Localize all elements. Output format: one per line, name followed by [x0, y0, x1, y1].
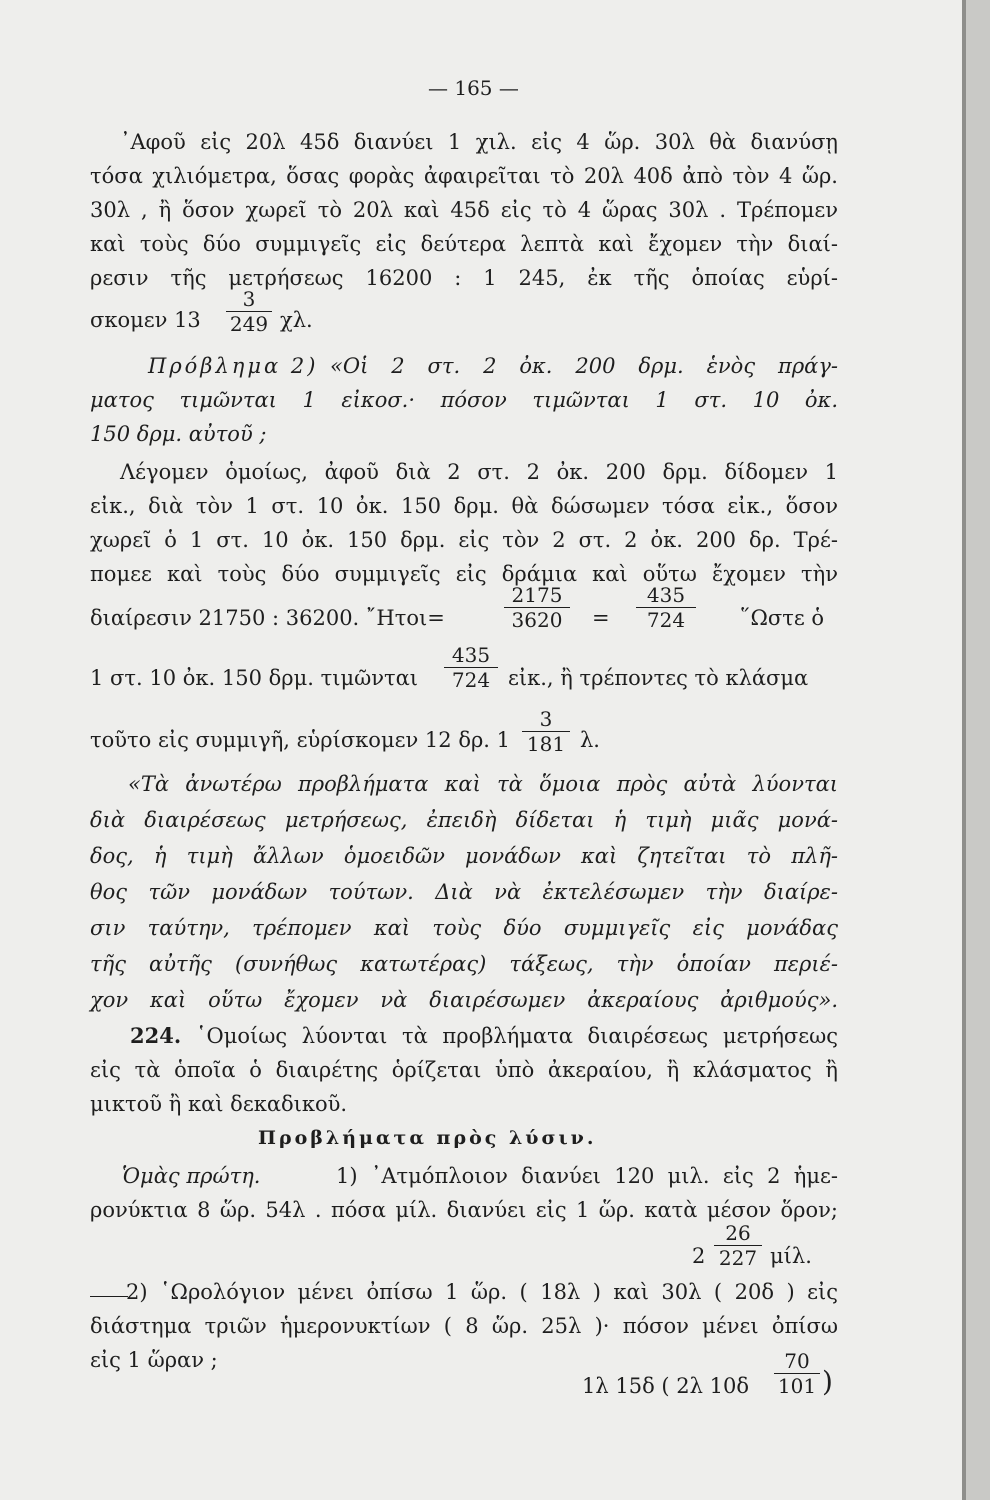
exercises-heading: Προβλήματα πρὸς λύσιν.	[258, 1127, 597, 1149]
text-line: Λέγομεν ὁμοίως, ἀφοῦ διὰ 2 στ. 2 ὀκ. 200 δρμ. δίδομεν 1	[120, 460, 838, 484]
numerator: 3	[539, 707, 553, 731]
text-line-suffix: εἰκ., ἢ τρέποντες τὸ κλάσμα	[508, 666, 809, 690]
problem-text: 150 δρμ. αὐτοῦ ;	[90, 422, 267, 446]
text-line-suffix: ῞Ωστε ὁ	[740, 606, 825, 630]
fraction	[504, 584, 570, 631]
answer-suffix: μίλ.	[770, 1244, 812, 1268]
numerator: 435	[451, 643, 491, 667]
section-text: εἰς τὰ ὁποῖα ὁ διαιρέτης ὁρίζεται ὑπὸ ἀκεραίου, ἢ κλάσματος ἢ	[90, 1058, 838, 1082]
numerator: 70	[784, 1349, 810, 1373]
denominator: 101	[777, 1374, 817, 1398]
text-line: τόσα χιλιόμετρα, ὅσας φορὰς ἀφαιρεῖται τὸ 20λ 40δ ἀπὸ τὸν 4 ὥρ.	[90, 164, 838, 188]
text-line-prefix: τοῦτο εἰς συμμιγῆ, εὑρίσκομεν 12 δρ. 1	[90, 728, 511, 752]
fraction	[522, 708, 570, 755]
denominator: 724	[646, 608, 686, 632]
rule-text-line: σιν ταύτην, τρέπομεν καὶ τοὺς δύο συμμιγεῖς εἰς μονάδας	[90, 916, 838, 940]
text-line: ρεσιν τῆς μετρήσεως 16200 : 1 245, ἐκ τῆς ὁποίας εὑρί-	[90, 266, 838, 290]
text-line: 30λ , ἢ ὅσον χωρεῖ τὸ 20λ καὶ 45δ εἰς τὸ 4 ὥρας 30λ . Τρέπομεν	[90, 198, 838, 222]
rule-text-line: διὰ διαιρέσεως μετρήσεως, ἐπειδὴ δίδεται ἡ τιμὴ μιᾶς μονά-	[90, 808, 838, 832]
section-text: μικτοῦ ἢ καὶ δεκαδικοῦ.	[90, 1092, 348, 1116]
exercise-text: 2) ῾Ωρολόγιον μένει ὀπίσω 1 ὥρ. ( 18λ ) καὶ 30λ ( 20δ ) εἰς	[126, 1280, 838, 1304]
text-line-suffix: χλ.	[280, 308, 313, 332]
page-number: — 165 —	[428, 76, 519, 100]
group-label: Ὁμὰς πρώτη.	[122, 1164, 261, 1188]
text-line: καὶ τοὺς δύο συμμιγεῖς εἰς δεύτερα λεπτὰ καὶ ἔχομεν τὴν διαί-	[90, 232, 838, 256]
denominator: 181	[526, 732, 566, 756]
section-number: 224.	[130, 1023, 182, 1048]
numerator: 3	[242, 287, 256, 311]
exercise-text: ρονύκτια 8 ὥρ. 54λ . πόσα μίλ. διανύει εἰς 1 ὥρ. κατὰ μέσον ὅρον;	[90, 1198, 838, 1222]
text-line: πομεε καὶ τοὺς δύο συμμιγεῖς εἰς δράμια καὶ οὕτω ἔχομεν τὴν	[90, 562, 838, 586]
fraction	[226, 288, 272, 335]
exercise-text: διάστημα τριῶν ἡμερονυκτίων ( 8 ὥρ. 25λ )· πόσον μένει ὀπίσω	[90, 1314, 838, 1338]
text-line-suffix: λ.	[580, 728, 600, 752]
exercise-text: 1) ᾿Ατμόπλοιον διανύει 120 μιλ. εἰς 2 ἡμε-	[336, 1164, 838, 1188]
fraction	[714, 1222, 762, 1269]
fraction	[444, 644, 498, 691]
problem-text: ματος τιμῶνται 1 εἰκοσ.· πόσον τιμῶνται 1 στ. 10 ὀκ.	[90, 388, 838, 412]
fraction	[774, 1350, 820, 1397]
denominator: 249	[229, 312, 269, 336]
denominator: 227	[718, 1246, 758, 1270]
text-line: ᾿Αφοῦ εἰς 20λ 45δ διανύει 1 χιλ. εἰς 4 ὥρ. 30λ θὰ διανύσῃ	[120, 130, 838, 154]
rule-text-line: θος τῶν μονάδων τούτων. Διὰ νὰ ἐκτελέσωμεν τὴν διαίρε-	[90, 880, 838, 904]
rule-text-line: δος, ἡ τιμὴ ἄλλων ὁμοειδῶν μονάδων καὶ ζητεῖται τὸ πλῆ-	[90, 844, 838, 868]
numerator: 2175	[511, 583, 563, 607]
denominator: 724	[451, 668, 491, 692]
numerator: 26	[725, 1221, 751, 1245]
margin-mark	[90, 1296, 128, 1297]
fraction	[636, 584, 696, 631]
denominator: 3620	[511, 608, 563, 632]
section-text: ῾Ομοίως λύονται τὰ προβλήματα διαιρέσεως μετρήσεως	[196, 1024, 838, 1048]
exercise-text: εἰς 1 ὥραν ;	[90, 1348, 218, 1372]
text-line: εἰκ., διὰ τὸν 1 στ. 10 ὀκ. 150 δρμ. θὰ δώσωμεν τόσα εἰκ., ὅσον	[90, 494, 838, 518]
answer-prefix: 1λ 15δ ( 2λ 10δ	[582, 1374, 749, 1398]
text-line-prefix: σκομεν 13	[90, 308, 201, 332]
problem-text: «Οἱ 2 στ. 2 ὀκ. 200 δρμ. ἑνὸς πράγ-	[330, 354, 838, 378]
rule-text-line: χον καὶ οὕτω ἔχομεν νὰ διαιρέσωμεν ἀκεραίους ἀριθμούς».	[90, 988, 838, 1012]
problem-label: Πρόβλημα 2)	[148, 354, 319, 378]
book-spine	[962, 0, 990, 1500]
equals-sign: =	[592, 606, 610, 630]
answer-prefix: 2	[692, 1244, 706, 1268]
text-line: χωρεῖ ὁ 1 στ. 10 ὀκ. 150 δρμ. εἰς τὸν 2 στ. 2 ὀκ. 200 δρ. Τρέ-	[90, 528, 838, 552]
answer-suffix: )	[822, 1365, 833, 1398]
rule-text-line: τῆς αὐτῆς (συνήθως κατωτέρας) τάξεως, τὴν ὁποίαν περιέ-	[90, 952, 838, 976]
numerator: 435	[646, 583, 686, 607]
text-line-prefix: 1 στ. 10 ὀκ. 150 δρμ. τιμῶνται	[90, 666, 419, 690]
text-line-prefix: διαίρεσιν 21750 : 36200. ῎Ητοι=	[90, 606, 445, 630]
rule-text-line: «Τὰ ἀνωτέρω προβλήματα καὶ τὰ ὅμοια πρὸς αὐτὰ λύονται	[128, 772, 838, 796]
